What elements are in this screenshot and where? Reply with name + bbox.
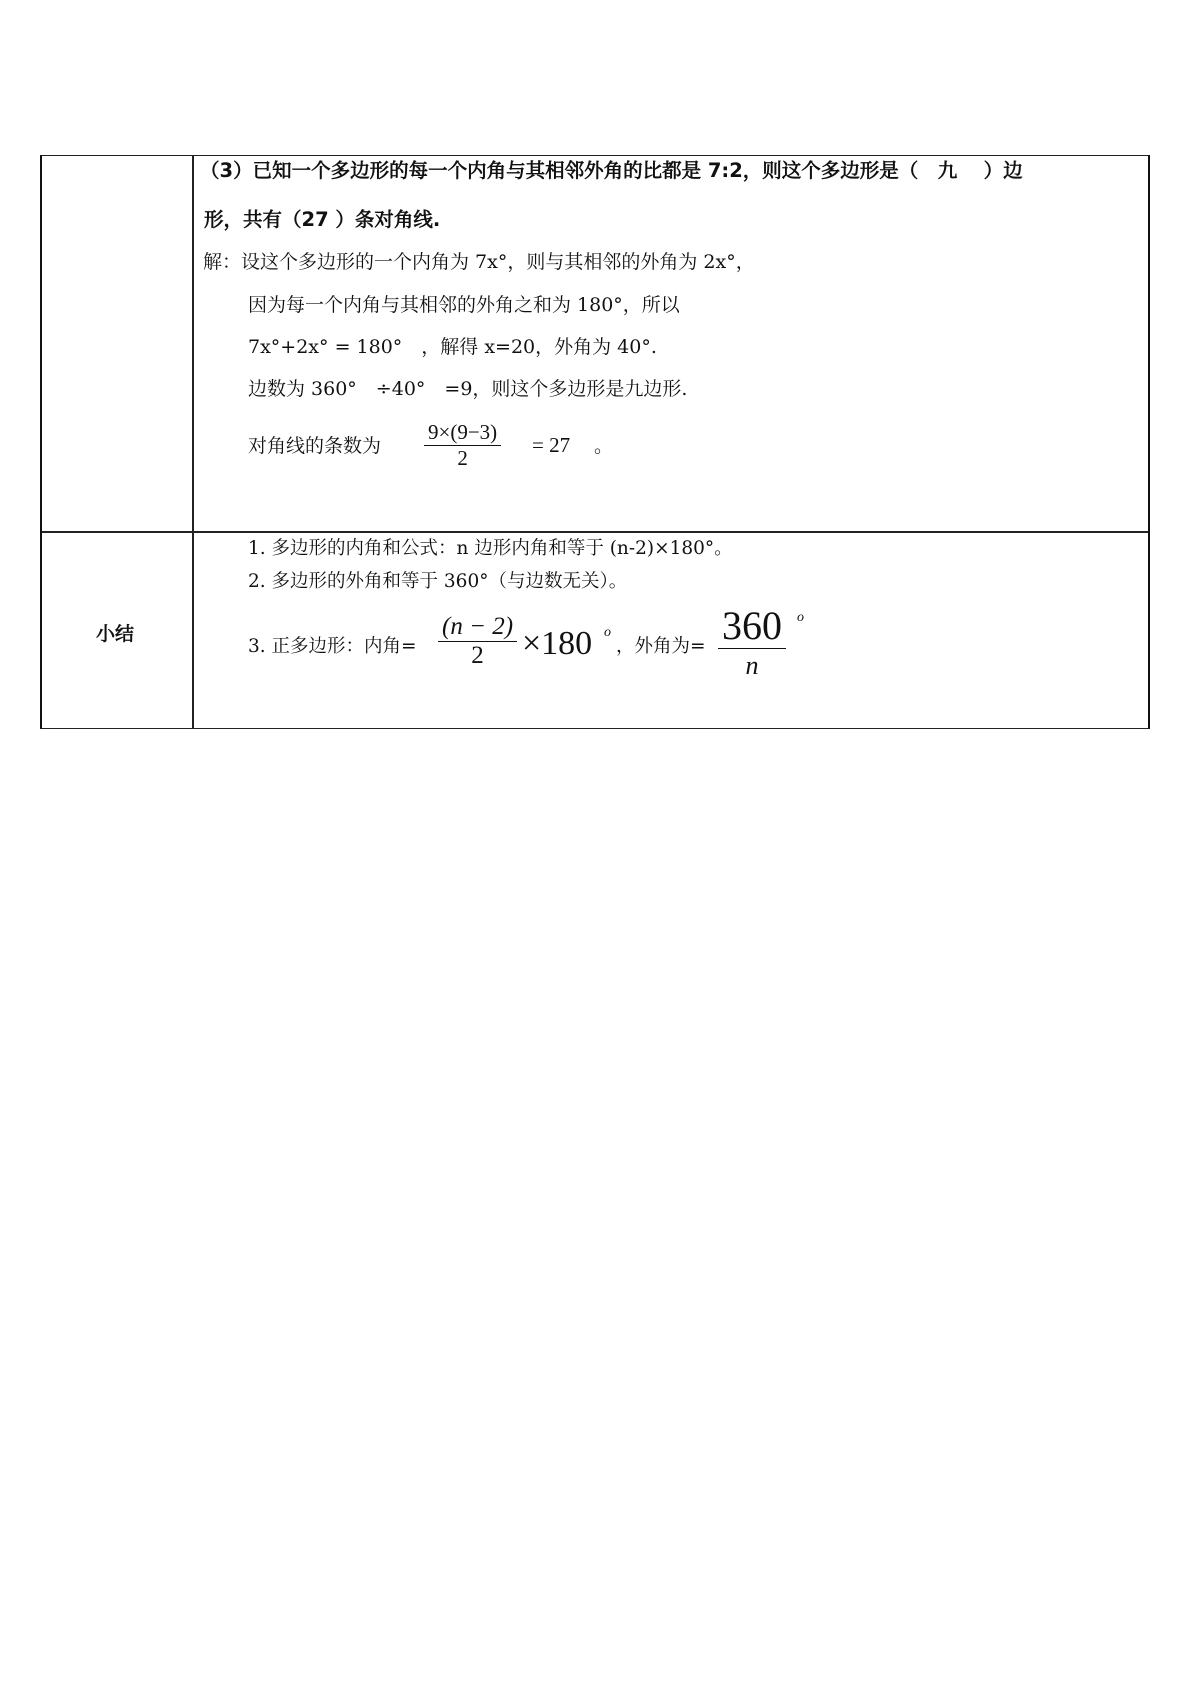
summary-item-3-prefix: 3. 正多边形：内角=: [248, 636, 417, 657]
problem-line-1: （3）已知一个多边形的每一个内角与其相邻外角的比都是 7:2，则这个多边形是（ 九 ）边: [200, 159, 1023, 182]
interior-angle-fraction: [438, 613, 517, 670]
degree-mark: o: [797, 610, 804, 625]
solution-line-2: 因为每一个内角与其相邻的外角之和为 180°，所以: [248, 294, 680, 316]
solution-line-1: 解：设这个多边形的一个内角为 7x°，则与其相邻的外角为 2x°，: [203, 251, 755, 273]
summary-item-1: 1. 多边形的内角和公式：n 边形内角和等于 (n-2)×180°。: [248, 538, 733, 559]
diagonal-denominator: 2: [457, 446, 468, 471]
summary-item-3-middle: ，外角为=: [616, 636, 706, 657]
solution-line-4: 边数为 360° ÷40° =9，则这个多边形是九边形.: [248, 378, 688, 400]
exterior-angle-fraction: [718, 604, 786, 683]
diagonal-numerator: 9×(9−3): [428, 420, 498, 444]
summary-label: 小结: [96, 623, 135, 645]
degree-mark: o: [604, 625, 611, 640]
row-divider: [42, 531, 1148, 533]
problem-line-2: 形，共有（27 ）条对角线.: [204, 208, 441, 231]
diagonal-suffix: 。: [594, 435, 614, 457]
summary-item-2: 2. 多边形的外角和等于 360°（与边数无关）。: [248, 571, 628, 592]
solution-line-3: 7x°+2x° = 180° ，解得 x=20，外角为 40°.: [248, 336, 657, 358]
diagonal-result: = 27: [532, 433, 571, 457]
exterior-denominator: n: [745, 651, 759, 681]
exterior-numerator: 360: [722, 603, 782, 648]
interior-times-180: ×180: [522, 625, 593, 662]
diagonal-fraction: [424, 420, 501, 471]
column-divider: [192, 156, 194, 728]
interior-numerator: (n − 2): [442, 613, 514, 640]
diagonal-prefix: 对角线的条数为: [248, 435, 382, 457]
interior-denominator: 2: [471, 642, 484, 670]
